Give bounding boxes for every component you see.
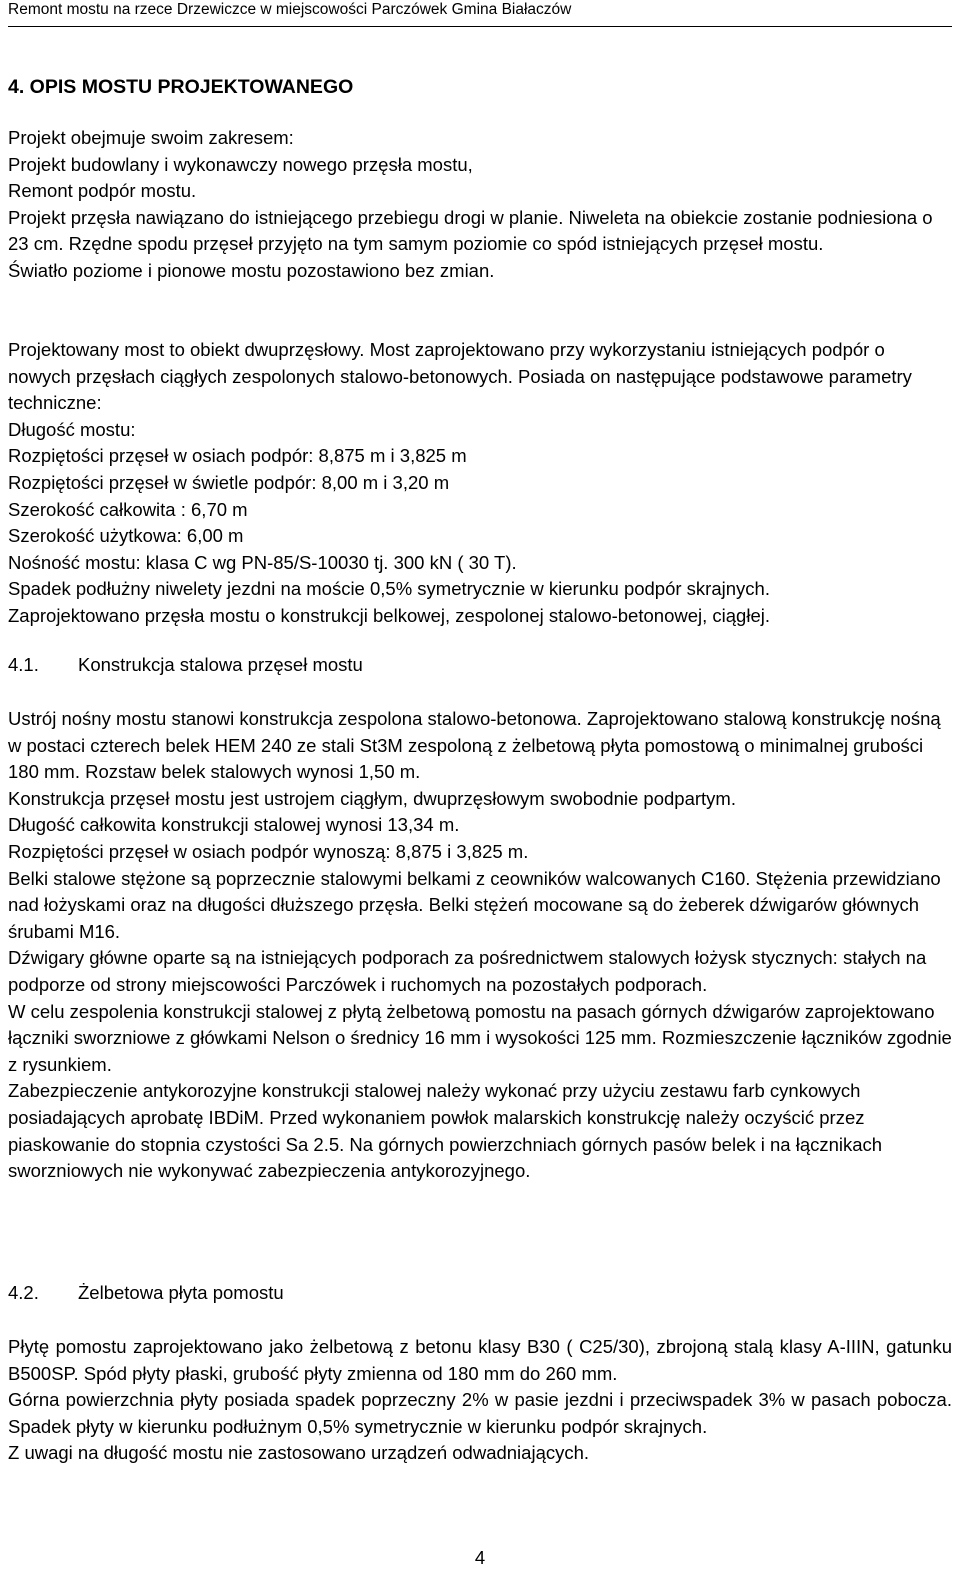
page-number: 4 [474, 1547, 486, 1568]
parameter-line: Szerokość użytkowa: 6,00 m [8, 525, 244, 547]
section-4-1-body [8, 706, 952, 1185]
paragraph: Projekt przęsła nawiązano do istniejącego przebiegu drogi w planie. Niweleta na obiekcie zostanie podniesiona o 23 cm. Rzędne spodu przęseł przyjęto na tym samym poziomie co spód istniejących przęseł mostu. [8, 206, 933, 255]
paragraph: Z uwagi na długość mostu nie zastosowano urządzeń odwadniających. [8, 1442, 590, 1464]
paragraph: Projektowany most to obiekt dwuprzęsłowy. Most zaprojektowano przy wykorzystaniu istniejących podpór o nowych przęsłach ciągłych zespolonych stalowo-betonowych. Posiada on następujące podstawowe parametry techniczne: [8, 339, 912, 414]
paragraph: Zaprojektowano przęsła mostu o konstrukcji belkowej, zespolonej stalowo-betonowej, ciągłej. [8, 604, 770, 626]
subheading-4-1 [8, 652, 363, 678]
paragraph: Spadek podłużny niwelety jezdni na moście 0,5% symetrycznie w kierunku podpór skrajnych. [8, 578, 770, 600]
parameter-line: Rozpiętości przęseł w świetle podpór: 8,00 m i 3,20 m [8, 471, 450, 493]
paragraph: Konstrukcja przęseł mostu jest ustrojem ciągłym, dwuprzęsłowym swobodnie podpartym. [8, 787, 736, 809]
subheading-number: 4.2. [8, 1282, 39, 1303]
paragraph: Belki stalowe stężone są poprzecznie stalowymi belkami z ceowników walcowanych C160. Stężenia przewidziano nad łożyskami oraz na długości dłuższego przęsła. Belki stężeń mocowane są do żeberek dźwigarów głównych śrubami M16. [8, 867, 941, 942]
paragraph: Dźwigary główne oparte są na istniejących podporach za pośrednictwem stalowych łożysk stycznych: stałych na podporze od strony miejscowości Parczówek i ruchomych na pozostałych podporach. [8, 947, 927, 995]
section-4-intro [8, 125, 952, 285]
paragraph: Ustrój nośny mostu stanowi konstrukcja zespolona stalowo-betonowa. Zaprojektowano stalową konstrukcję nośną w postaci czterech belek HEM 240 ze stali St3M zespoloną z żelbetową płyta pomostową o minimalnej grubości 180 mm. Rozstaw belek stalowych wynosi 1,50 m. [8, 708, 941, 783]
paragraph: Górna powierzchnia płyty posiada spadek poprzeczny 2% w pasie jezdni i przeciwspadek 3% w pasach pobocza. Spadek płyty w kierunku podłużnym 0,5% symetrycznie w kierunku podpór skrajnych. [8, 1389, 952, 1437]
parameter-line: Rozpiętości przęseł w osiach podpór: 8,875 m i 3,825 m [8, 445, 467, 467]
paragraph: W celu zespolenia konstrukcji stalowej z płytą żelbetową pomostu na pasach górnych dźwigarów zaprojektowano łączniki sworzniowe z główkami Nelson o średnicy 16 mm i wysokości 125 mm. Rozmieszczenie łączników zgodnie z rysunkiem. [8, 1000, 952, 1075]
running-header-title: Remont mostu na rzece Drzewiczce w miejscowości Parczówek Gmina Białaczów [8, 1, 572, 18]
paragraph: Długość całkowita konstrukcji stalowej wynosi 13,34 m. [8, 814, 460, 836]
paragraph: Remont podpór mostu. [8, 180, 197, 202]
paragraph: Płytę pomostu zaprojektowano jako żelbetową z betonu klasy B30 ( C25/30), zbrojoną stalą klasy A-IIIN, gatunku B500SP. Spód płyty płaski, grubość płyty zmienna od 180 mm do 260 mm. [8, 1336, 952, 1384]
parameter-line: Nośność mostu: klasa C wg PN-85/S-10030 tj. 300 kN ( 30 T). [8, 551, 517, 573]
paragraph: Światło poziome i pionowe mostu pozostawiono bez zmian. [8, 259, 495, 281]
paragraph: Projekt budowlany i wykonawczy nowego przęsła mostu, [8, 153, 473, 175]
parameter-line: Długość mostu: [8, 418, 136, 440]
running-header [8, 0, 952, 27]
subheading-title: Konstrukcja stalowa przęseł mostu [78, 654, 363, 675]
subheading-title: Żelbetowa płyta pomostu [78, 1282, 284, 1303]
parameter-line: Szerokość całkowita : 6,70 m [8, 498, 248, 520]
paragraph: Rozpiętości przęseł w osiach podpór wynoszą: 8,875 i 3,825 m. [8, 840, 529, 862]
section-4-2-body [8, 1334, 952, 1467]
subheading-4-2 [8, 1280, 284, 1306]
section-heading-4: 4. OPIS MOSTU PROJEKTOWANEGO [8, 76, 354, 98]
section-4-parameters [8, 337, 952, 630]
paragraph: Projekt obejmuje swoim zakresem: [8, 127, 294, 148]
paragraph: Zabezpieczenie antykorozyjne konstrukcji stalowej należy wykonać przy użyciu zestawu farb cynkowych posiadających aprobatę IBDiM. Przed wykonaniem powłok malarskich konstrukcję należy oczyścić przez piaskowanie do stopnia czystości Sa 2.5. Na górnych powierzchniach górnych pasów belek i na łącznikach sworzniowych nie wykonywać zabezpieczenia antykorozyjnego. [8, 1080, 883, 1182]
subheading-number: 4.1. [8, 654, 39, 675]
